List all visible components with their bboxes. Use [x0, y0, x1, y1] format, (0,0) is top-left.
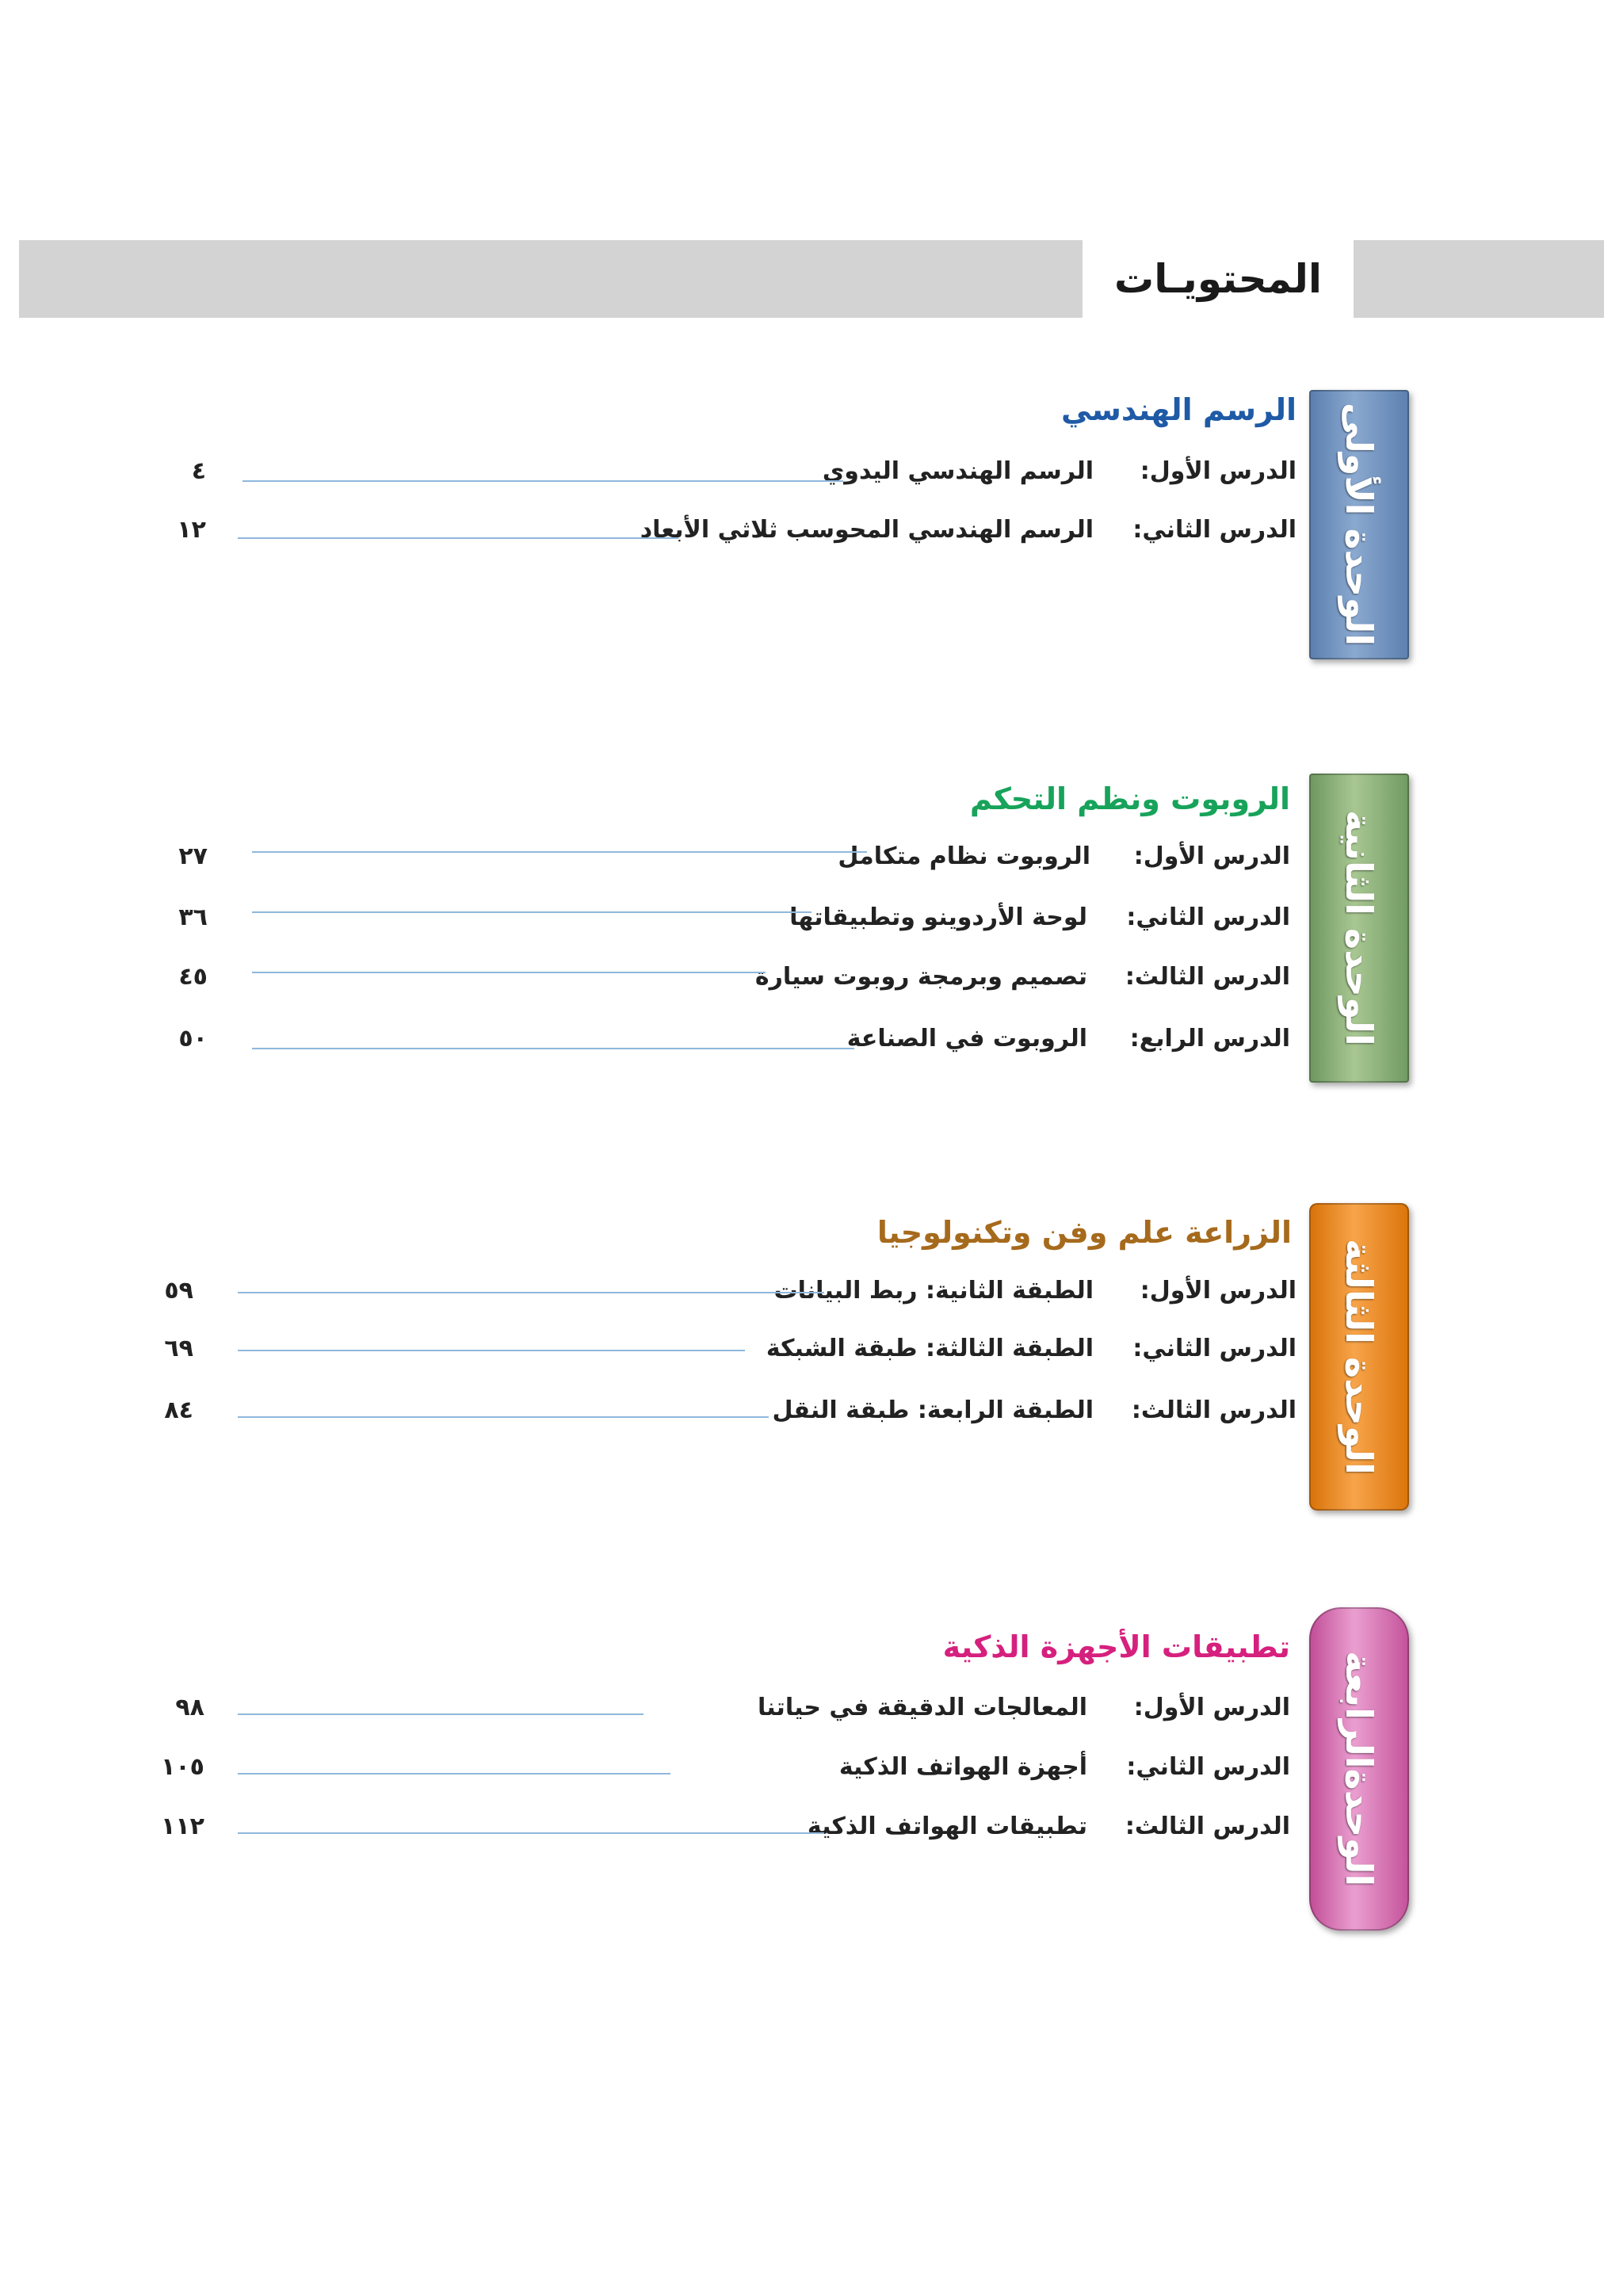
page-number: ٢٧: [178, 842, 208, 870]
unit-tab-1: [1309, 390, 1409, 659]
page-number: ٥٩: [164, 1277, 193, 1305]
unit-tab-4: [1309, 1607, 1409, 1931]
leader-line: [238, 1416, 769, 1418]
lesson-title: المعالجات الدقيقة في حياتنا: [758, 1694, 1087, 1721]
lesson-label: الدرس الأول:: [1133, 842, 1290, 870]
unit-tab-label: الوحدة الثالثة: [1338, 1239, 1381, 1475]
unit-title: الزراعة علم وفن وتكنولوجيا: [876, 1215, 1292, 1250]
leader-line: [252, 1048, 854, 1049]
page-number: ٥٠: [178, 1025, 208, 1052]
page-number: ٦٩: [164, 1335, 193, 1362]
lesson-label: الدرس الثالث:: [1131, 1396, 1296, 1424]
page-number: ٣٦: [178, 904, 208, 931]
page-number: ٤٥: [178, 963, 208, 991]
lesson-title: أجهزة الهواتف الذكية: [838, 1753, 1087, 1781]
lesson-title: الطبقة الثانية: ربط البيانات: [773, 1277, 1094, 1305]
lesson-label: الدرس الثاني:: [1132, 516, 1296, 544]
lesson-label: الدرس الثالث:: [1125, 1813, 1290, 1840]
page-title: المحتويـات: [1113, 256, 1323, 302]
leader-line: [252, 911, 812, 913]
lesson-title: لوحة الأردوينو وتطبيقاتها: [789, 904, 1087, 931]
page-number: ٨٤: [164, 1396, 193, 1424]
lesson-title: الطبقة الثالثة: طبقة الشبكة: [766, 1335, 1094, 1362]
lesson-title: تطبيقات الهواتف الذكية: [807, 1813, 1087, 1840]
lesson-label: الدرس الثالث:: [1125, 963, 1290, 991]
lesson-title: تصميم وبرمجة روبوت سيارة: [754, 963, 1087, 991]
leader-line: [242, 480, 843, 482]
lesson-title: الرسم الهندسي المحوسب ثلاثي الأبعاد: [640, 516, 1094, 544]
lesson-label: الدرس الأول:: [1140, 457, 1296, 485]
page-number: ١١٢: [161, 1813, 204, 1840]
leader-line: [238, 1773, 670, 1775]
lesson-label: الدرس الأول:: [1133, 1694, 1290, 1721]
leader-line: [252, 972, 766, 973]
unit-title: الروبوت ونظم التحكم: [969, 781, 1290, 816]
leader-line: [238, 1292, 824, 1293]
page-number: ٩٨: [175, 1694, 204, 1721]
lesson-label: الدرس الثاني:: [1126, 1753, 1290, 1781]
lesson-title: الطبقة الرابعة: طبقة النقل: [772, 1396, 1094, 1424]
unit-tab-label: الوحدة الأولى: [1338, 403, 1381, 647]
lesson-label: الدرس الثاني:: [1132, 1335, 1296, 1362]
lesson-title: الرسم الهندسي اليدوي: [822, 457, 1094, 485]
unit-tab-3: [1309, 1203, 1409, 1511]
unit-tab-label: الوحدةالرابعة: [1338, 1651, 1381, 1887]
page-number: ١٢: [177, 516, 206, 544]
unit-tab-label: الوحدة الثانية: [1338, 810, 1381, 1046]
leader-line: [238, 1832, 824, 1834]
leader-line: [238, 1350, 745, 1351]
leader-line: [252, 851, 867, 853]
lesson-label: الدرس الأول:: [1140, 1277, 1296, 1305]
unit-tab-2: [1309, 774, 1409, 1083]
header-bar-right: [1354, 240, 1604, 318]
leader-line: [238, 537, 678, 539]
lesson-title: الروبوت في الصناعة: [846, 1025, 1087, 1052]
leader-line: [238, 1713, 643, 1715]
header-bar-left: [19, 240, 1083, 318]
unit-title: تطبيقات الأجهزة الذكية: [942, 1629, 1290, 1664]
unit-title: الرسم الهندسي: [1061, 392, 1296, 427]
page-number: ١٠٥: [161, 1753, 204, 1781]
lesson-label: الدرس الرابع:: [1129, 1025, 1290, 1052]
lesson-label: الدرس الثاني:: [1126, 904, 1290, 931]
lesson-title: الروبوت نظام متكامل: [838, 842, 1090, 870]
page-number: ٤: [191, 457, 206, 485]
